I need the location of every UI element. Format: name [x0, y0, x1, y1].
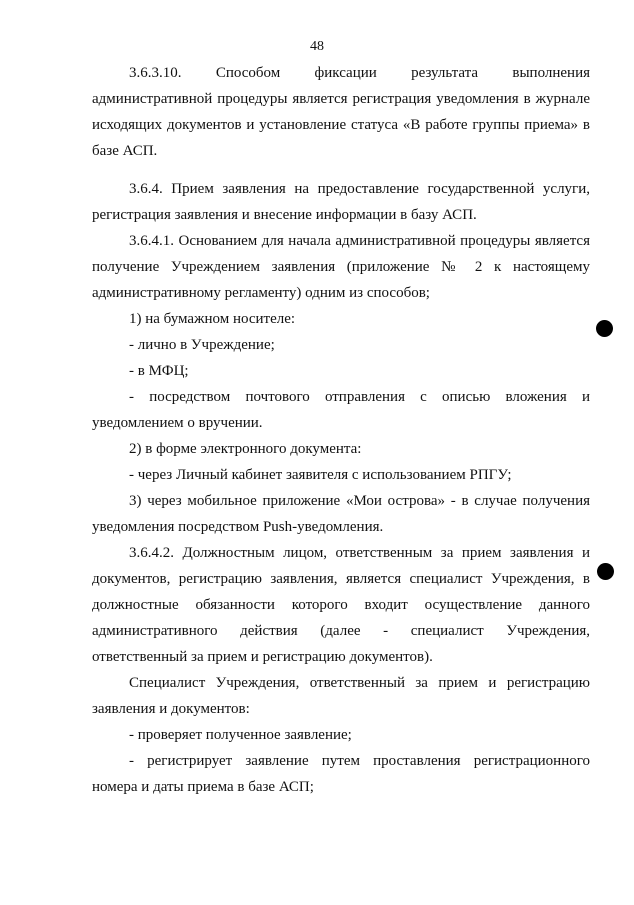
paragraph-3-6-4-2: 3.6.4.2. Должностным лицом, ответственным за прием заявления и документов, регистрацию заявления, является специалист Учреждения, в должностные обязанности которого входит осуществление данного административного действия (далее - специалист Учреждения, ответственный за прием и регистрацию документов). [92, 545, 590, 665]
page-number: 48 [310, 39, 324, 54]
list-item-registers: - регистрирует заявление путем проставления регистрационного номера и даты приема в базе АСП; [92, 753, 590, 795]
list-item-personal-cabinet: - через Личный кабинет заявителя с использованием РПГУ; [129, 467, 512, 483]
list-item-postal: - посредством почтового отправления с описью вложения и уведомлением о вручении. [92, 389, 590, 431]
binding-hole-mark [597, 563, 614, 580]
document-body [92, 60, 590, 800]
list-item-in-person: - лично в Учреждение; [129, 337, 275, 353]
paragraph-3-6-4: 3.6.4. Прием заявления на предоставление государственной услуги, регистрация заявления и внесение информации в базу АСП. [92, 181, 590, 223]
paragraph-3-6-3-10: 3.6.3.10. Способом фиксации результата выполнения административной процедуры является регистрация уведомления в журнале исходящих документов и установление статуса «В работе группы приема» в базе АСП. [92, 65, 590, 159]
list-item-checks: - проверяет полученное заявление; [129, 727, 352, 743]
list-item-mfc: - в МФЦ; [129, 363, 189, 379]
list-item-electronic: 2) в форме электронного документа: [129, 441, 362, 457]
list-item-paper: 1) на бумажном носителе: [129, 311, 296, 327]
paragraph-specialist: Специалист Учреждения, ответственный за прием и регистрацию заявления и документов: [92, 675, 590, 717]
list-item-mobile-app: 3) через мобильное приложение «Мои острова» - в случае получения уведомления посредством Push-уведомления. [92, 493, 590, 535]
paragraph-3-6-4-1: 3.6.4.1. Основанием для начала административной процедуры является получение Учреждением заявления (приложение № 2 к настоящему административному регламенту) одним из способов; [92, 233, 590, 301]
binding-hole-mark [596, 320, 613, 337]
